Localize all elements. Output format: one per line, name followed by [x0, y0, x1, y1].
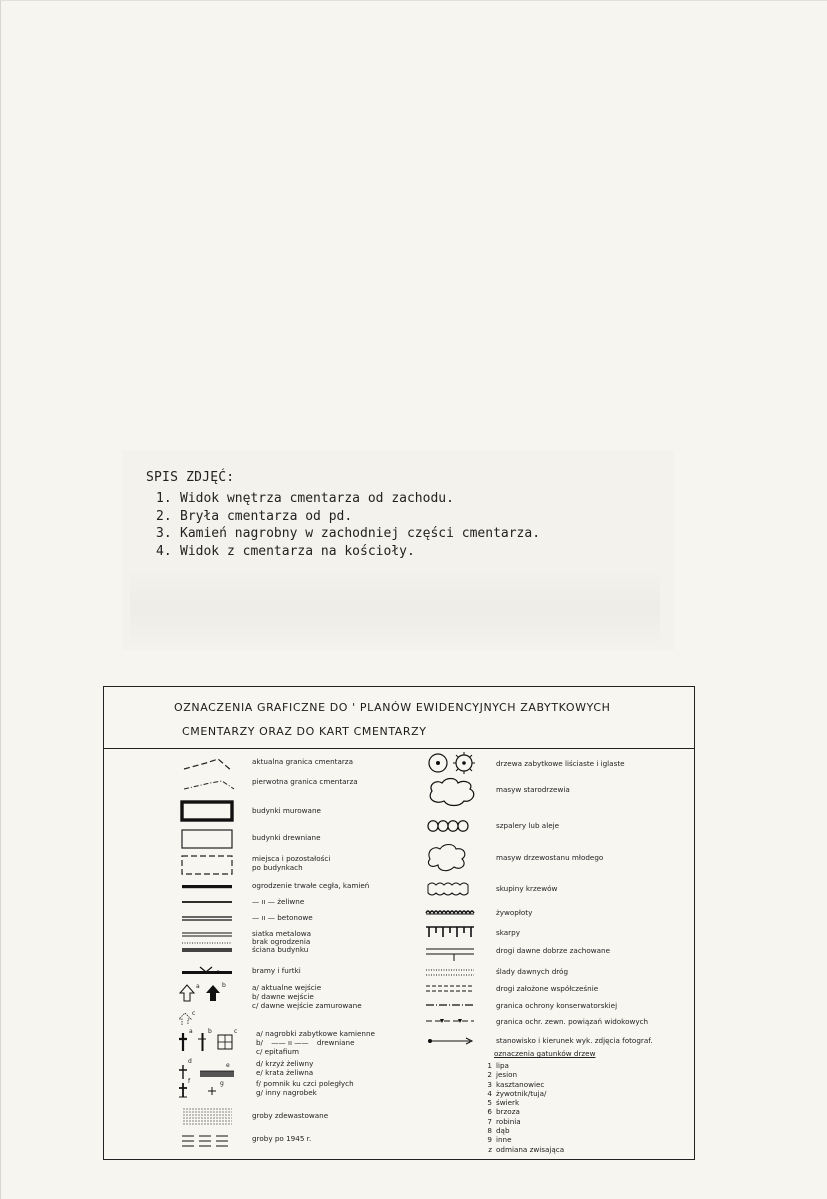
legend-item-current-border: aktualna granica cmentarza: [180, 753, 420, 773]
legend-item-gates: bramy i furtki: [180, 963, 420, 983]
brick-building-icon: [180, 799, 236, 823]
list-item: 3. Kamień nagrobny w zachodniej części cmentarza.: [156, 526, 541, 541]
legend-item-photo-position: stanowisko i kierunek wyk. zdjęcia fotograf.: [424, 1033, 694, 1049]
list-item: 1. Widok wnętrza cmentarza od zachodu.: [156, 491, 454, 506]
legend-item-roads-modern: drogi założone współcześnie: [424, 981, 694, 997]
escarpment-icon: [424, 923, 484, 941]
legend-item-brick-buildings: budynki murowane: [180, 799, 420, 819]
list-item: 4. Widok z cmentarza na kościoły.: [156, 543, 415, 559]
legend-item-fence-concrete: — ıı — betonowe: [180, 913, 420, 933]
legend-item-cast-iron: d e d/ krzyż żeliwny e/ krata żeliwna: [176, 1059, 476, 1081]
cast-iron-cross-grating-icon: [176, 1059, 242, 1081]
legend-item-roads-old-traces: ślady dawnych dróg: [424, 965, 694, 981]
photo-list: [122, 450, 674, 650]
tree-row-icon: [424, 815, 484, 837]
gate-icon: [180, 963, 236, 979]
dashed-border-icon: [180, 753, 236, 775]
photo-direction-arrow-icon: [424, 1033, 484, 1049]
wooden-building-icon: [180, 827, 236, 851]
legend-item-destroyed-graves: groby zdewastowane: [180, 1105, 420, 1127]
legend-item-landscape-border: granica ochr. zewn. powiązań widokowych: [424, 1013, 694, 1029]
legend-item-hedges: żywopłoty: [424, 905, 694, 921]
legend-item-historic-trees: drzewa zabytkowe liściaste i iglaste: [424, 751, 694, 775]
landscape-border-icon: [424, 1013, 484, 1029]
legend-item-wooden-buildings: budynki drewniane: [180, 827, 420, 847]
destroyed-graves-icon: [180, 1105, 236, 1127]
old-stand-icon: [424, 777, 484, 807]
legend-item-other-graves: f g f/ pomnik ku czci poległych g/ inny nagrobek: [176, 1079, 476, 1101]
list-item: 2. Bryła cmentarza od pd.: [156, 508, 353, 524]
road-traces-icon: [424, 965, 484, 981]
legend-item-entrances: a b c a/ aktualne wejście b/ dawne wejście c/ dawne wejście zamurowane: [176, 983, 426, 1029]
young-stand-icon: [424, 841, 484, 873]
legend-item-old-stand: masyw starodrzewia: [424, 777, 694, 807]
legend-title-line2: CMENTARZY ORAZ DO KART CMENTARZY: [182, 725, 427, 738]
legend-item-roads-old-good: drogi dawne dobrze zachowane: [424, 943, 694, 963]
legend-item-fence-permanent: ogrodzenie trwałe cegła, kamień: [180, 881, 480, 901]
road-modern-icon: [424, 981, 484, 997]
legend-item-shrubs: skupiny krzewów: [424, 879, 694, 901]
legend-item-fence-cast-iron: — ıı — żeliwne: [180, 897, 420, 917]
building-remains-icon: [180, 853, 236, 877]
road-old-good-icon: [424, 943, 484, 963]
legend-item-post-1945-graves: groby po 1945 r.: [180, 1131, 420, 1153]
legend-title-line1: OZNACZENIA GRAFICZNE DO ' PLANÓW EWIDENCYJNYCH ZABYTKOWYCH: [174, 701, 611, 714]
tree-symbols-icon: [424, 751, 484, 775]
fence-cast-iron-icon: [180, 897, 236, 911]
legend-item-graves: a b c a/ nagrobki zabytkowe kamienne b/ —— ıı —— drewniane c/ epitafium: [176, 1029, 476, 1063]
legend-item-escarpments: skarpy: [424, 923, 694, 941]
photo-list-items: [156, 490, 540, 560]
dash-dot-border-icon: [180, 775, 236, 795]
legend-item-rows-alleys: szpalery lub aleje: [424, 815, 694, 837]
hedge-icon: [424, 905, 484, 921]
fence-mesh-icon: [180, 929, 236, 957]
conservation-border-icon: [424, 997, 484, 1013]
monument-other-grave-icon: [176, 1079, 242, 1101]
post-1945-graves-icon: [180, 1131, 236, 1153]
photo-list-heading: SPIS ZDJĘĆ:: [146, 470, 235, 485]
entrance-arrows-icon: [176, 983, 238, 1029]
tree-species-heading: oznaczenia gatunków drzew: [494, 1049, 596, 1058]
legend-item-young-stand: masyw drzewostanu młodego: [424, 841, 694, 873]
legend-item-building-remains: miejsca i pozostałości po budynkach: [180, 853, 420, 873]
legend-item-conservation-border: granica ochrony konserwatorskiej: [424, 997, 694, 1013]
shrubs-icon: [424, 879, 484, 901]
fence-concrete-icon: [180, 913, 236, 927]
legend-panel: OZNACZENIA GRAFICZNE DO ' PLANÓW EWIDENCYJNYCH ZABYTKOWYCH CMENTARZY ORAZ DO KART CMENTARZY aktualna granica cmentarza pierwotna granica cmentarza budynki murowane budynki drewniane miejsca i pozostałości po budynkach ogrodzenie trwałe cegła, kamień — ıı — żeliwne — ıı — betonowe siatka metalowa brak ogrodzenia ściana budynku bramy i furtki a b c a/ aktualne wejście b/ dawne wejście c/ dawne wejście zamurowane a b c a/ nagrobki zabytkowe kamienne b/ —— ıı —— drewniane c/ epitafium d e d/ krzyż żeliwny e/ krata żeliwna f g f/ pomnik ku czci poległych g/ inny nagrobek groby zdewastowane groby po 1945 r. drzewa zabytkowe liściaste i iglaste masyw starodrzewia szpalery lub aleje masyw drzewostanu młodego skupiny krzewów żywopłoty skarpy drogi dawne dobrze zachowane ślady dawnych dróg drogi założone współcześnie granica ochrony konserwatorskiej granica ochr. zewn. powiązań widokowych stanowisko i kierunek wyk. zdjęcia fotograf. oznaczenia gatunków drzew 1 lipa 2 jesion 3 kasztanowiec 4 żywotnik/tuja/ 5 świerk 6 brzoza 7 robinia 8 dąb 9 inne z odmiana zwisająca: [103, 686, 695, 1160]
legend-item-fence-mesh-group: siatka metalowa brak ogrodzenia ściana budynku: [180, 929, 420, 957]
legend-item-original-border: pierwotna granica cmentarza: [180, 775, 420, 795]
legend-title-block: [104, 687, 694, 749]
faint-background-print: [130, 568, 660, 648]
fence-permanent-icon: [180, 881, 236, 895]
